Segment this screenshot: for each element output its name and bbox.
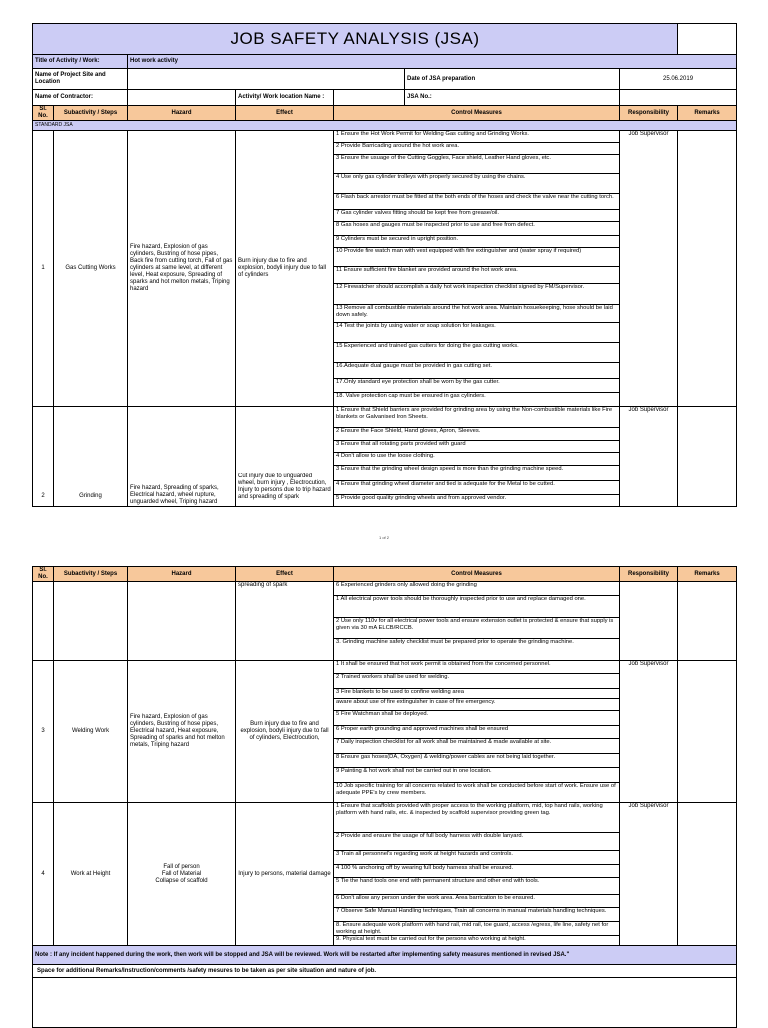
control-measure: 11 Ensure sufficient fire blanket are provided around the hot work area.: [334, 267, 620, 284]
step-name: Grinding: [54, 407, 128, 507]
jsa-table-page-1: [32, 23, 737, 507]
step-effect: Burn injury due to fire and explosion, bodyli injury due to fall of cylinders: [236, 131, 334, 407]
step-hazard-cont: [128, 582, 236, 661]
control-measure: 10 Provide fire watch man with vest equipped with fire extinguisher and (water spray if required): [334, 248, 620, 267]
step-responsibility: Job Supervisor: [620, 661, 678, 803]
control-measure: 5 Provide good quality grinding wheels and from approved vendor.: [334, 495, 620, 507]
control-measure: 6 Proper earth grounding and approved machines shall be ensured: [334, 726, 620, 739]
control-measure: 6 Experienced grinders only allowed doing the grinding: [334, 582, 620, 596]
control-measure: 9. Physical test must be carried out for the persons who working at height.: [334, 936, 620, 946]
col-effect: Effect: [236, 567, 334, 582]
control-measure: 3. Grinding machine safety checklist must be prepared prior to operate the grinding machine.: [334, 639, 620, 661]
activity-value: Hot work activity: [128, 55, 737, 69]
control-measure: 3 Ensure that all rotating parts provided with guard: [334, 441, 620, 453]
jsa-page-2: [32, 566, 736, 1028]
location-label: Activity/ Work location Name :: [238, 94, 325, 100]
control-measure: 4 100 % anchoring off by wearing full body harness shall be ensured.: [334, 865, 620, 878]
jsa-no-label: JSA No.:: [407, 94, 432, 100]
control-measure: 8 Gas hoses and gauges must be inspected prior to use and free from defect.: [334, 222, 620, 236]
jsa-table-page-2: [32, 566, 737, 1028]
control-measure: 7 Daily inspection checklist for all work shall be maintained & made available at site.: [334, 739, 620, 754]
control-measure: 2 Ensure the Face Shield, Hand gloves, Apron, Sleeves.: [334, 428, 620, 441]
control-measure: 1 Ensure the Hot Work Permit for Welding Gas cutting and Grinding Works.: [334, 131, 620, 143]
step-name: Gas Cutting Works: [54, 131, 128, 407]
step-remarks: [678, 131, 737, 407]
control-measure: 5 Fire Watchman shall be deployed.: [334, 711, 620, 726]
step-effect: Burn injury due to fire and explosion, bodyli injury due to fall of cylinders, Electrocution,: [236, 661, 334, 803]
control-measure: 1 Ensure that Shield barriers are provided for grinding area by using the Non-combustible materials like Fire blankets or Galvanised Iron Sheets.: [334, 407, 620, 428]
control-measure: 17.Only standard eye protection shall be worn by the gas cutter.: [334, 379, 620, 393]
control-measure: 18. Valve protection cap must be ensured in gas cylinders.: [334, 393, 620, 407]
step-hazard: Fire hazard, Spreading of sparks, Electrical hazard, wheel rupture, unguarded wheel, Triping hazard: [128, 407, 236, 507]
standard-jsa-label: STANDARD JSA: [33, 121, 737, 131]
control-measure: 7 Observe Safe Manual Handling techniques, Train all concerns in manual materials handling techniques.: [334, 908, 620, 922]
step-remarks-cont: [678, 582, 737, 661]
col-subactivity: Subactivity / Steps: [54, 106, 128, 121]
step-hazard: Fire hazard, Explosion of gas cylinders, Bustring of hose pipes, Back fire from cutting torch, Fall of gas cylinders at same level, at different level, Heat exposure, Spreading of sparks and hot melton metals, Triping hazard: [128, 131, 236, 407]
step-sl: 1: [33, 131, 54, 407]
step-name: Work at Height: [54, 803, 128, 946]
date-label: Date of JSA preparation: [407, 76, 476, 82]
title-blank-cell: [678, 24, 737, 55]
date-value: 25.06.2019: [620, 69, 737, 90]
review-note: Note : If any incident happened during the work, then work will be stopped and JSA will be reviewed. Work will be restarted after implementing safety measures mentioned in revised JSA.": [33, 946, 737, 965]
control-measure: 5 Tie the hand tools one end with permanent structure and other end with tools.: [334, 878, 620, 895]
control-measure: 6 Flash back arrestor must be fitted at the both ends of the hoses and check the valve near the cutting torch.: [334, 194, 620, 210]
step-responsibility: Job Supervisor: [620, 131, 678, 407]
control-measure: 3 Train all personnel's regarding work at height hazards and controls.: [334, 851, 620, 865]
col-control: Control Measures: [334, 567, 620, 582]
col-remarks: Remarks: [678, 567, 737, 582]
control-measure: 2 Trained workers shall be used for welding.: [334, 674, 620, 689]
col-effect: Effect: [236, 106, 334, 121]
control-measure: 2 Provide Barricading around the hot work area.: [334, 143, 620, 155]
control-measure: 3 Ensure the usuage of the Cutting Goggles, Face shield, Leather Hand gloves, etc.: [334, 155, 620, 174]
control-measure: 15 Experienced and trained gas cutters for doing the gas cutting works.: [334, 343, 620, 363]
control-measure: 3 Ensure that the grinding wheel design speed is more than the grinding machine speed.: [334, 466, 620, 481]
step-responsibility: Job Supervisor: [620, 407, 678, 507]
step-responsibility-cont: [620, 582, 678, 661]
control-measure: 4 Use only gas cylinder trolleys with properly secured by using the chains.: [334, 174, 620, 194]
col-subactivity: Subactivity / Steps: [54, 567, 128, 582]
col-sl: Sl. No.: [33, 567, 54, 582]
control-measure: 3 Fire blankets to be used to confine welding area: [334, 689, 620, 699]
control-measure: 14 Test the joints by using water or soap solution for leakages.: [334, 323, 620, 343]
jsa-no-value: [620, 90, 737, 106]
step-effect: Injury to persons, material damage: [236, 803, 334, 946]
step-sl-cont: [33, 582, 54, 661]
control-measure: 4 Don't allow to use the loose clothing.: [334, 453, 620, 466]
step-hazard: Fall of person Fall of Material Collapse of scaffold: [128, 803, 236, 946]
page-number: 1 of 2: [378, 535, 389, 540]
step-effect: Cut injury due to unguarded wheel, burn injury , Electrocution, Injury to persons due to trip hazard and spreading of spark: [238, 473, 331, 500]
step-remarks: [678, 407, 737, 507]
step-effect-cont: spreading of spark: [236, 582, 334, 661]
activity-label: Title of Activity / Work:: [33, 55, 128, 69]
control-measure: 7 Gas cylinder valves fitting should be kept free from grease/oil.: [334, 210, 620, 222]
contractor-label: Name of Contractor:: [33, 90, 128, 106]
step-responsibility: Job Supervisor: [620, 803, 678, 946]
step-name-cont: [54, 582, 128, 661]
jsa-page-1: [32, 23, 736, 507]
control-measure: 8. Ensure adequate work platform with hand rail, mid rail, toe guard, access /egress, life line, safety net for working at height.: [334, 922, 620, 936]
control-measure: 13 Remove all combustible materials around the hot work area. Maintain hosuekeeping, hose should be laid down safely.: [334, 305, 620, 323]
control-measure: 1 Ensure that scaffolds provided with proper access to the working platform, mid, top hand rails, working platform with hand rails, etc. & inspected by scaffold supervisor providing green tag.: [334, 803, 620, 833]
space-note: Space for additional Remarks/Instruction/comments /safety mesures to be taken as per site situation and nature of job.: [33, 965, 737, 978]
col-remarks: Remarks: [678, 106, 737, 121]
step-sl: 4: [33, 803, 54, 946]
step-remarks: [678, 661, 737, 803]
control-measure: 2 Provide and ensure the usage of full body harness with double lanyard.: [334, 833, 620, 851]
page-title: JOB SAFETY ANALYSIS (JSA): [33, 24, 678, 55]
location-value: [334, 90, 405, 105]
control-measure: 16.Adequate dual gauge must be provided in gas cutting set.: [334, 363, 620, 379]
col-responsibility: Responsibility: [620, 106, 678, 121]
contractor-value: [128, 90, 236, 106]
step-sl: 2: [33, 407, 54, 507]
control-measure: 12 Firewatcher should accomplish a daily hot work inspection checklist signed by FM/Supervisor.: [334, 284, 620, 305]
col-sl: Sl. No.: [33, 106, 54, 121]
control-measure: 6 Don't allow any person under the work area. Area barrication to be ensured.: [334, 895, 620, 908]
project-value: [128, 69, 405, 89]
col-control: Control Measures: [334, 106, 620, 121]
control-measure: 9 Painting & hot work shall not be carried out in one location.: [334, 768, 620, 783]
col-hazard: Hazard: [128, 567, 236, 582]
col-hazard: Hazard: [128, 106, 236, 121]
step-hazard: Fire hazard, Explosion of gas cylinders, Bustring of hose pipes, Electrical hazard, Heat exposure, Spreading of sparks and hot melton metals, Triping hazard: [128, 661, 236, 803]
control-measure: 9 Cylinders must be secured in upright position.: [334, 236, 620, 248]
remarks-space: [33, 978, 737, 1028]
step-remarks: [678, 803, 737, 946]
step-name: Welding Work: [54, 661, 128, 803]
step-sl: 3: [33, 661, 54, 803]
control-measure: 1 It shall be ensured that hot work permit is obtained from the concerned personnel.: [334, 661, 620, 674]
control-measure: 4 Ensure that grinding wheel diameter and tied is adequate for the Metal to be cutted.: [334, 481, 620, 495]
control-measure: 8 Ensure gas hoses(DA, Oxygen) & welding/power cables are not being laid together.: [334, 754, 620, 768]
control-measure: 1 All electrical power tools should be thoroughly inspected prior to use and replace damaged one.: [334, 596, 620, 618]
project-label: Name of Project Site and Location: [33, 69, 128, 90]
control-measure: aware about use of fire extinguisher in case of fire emergency.: [334, 699, 620, 711]
col-responsibility: Responsibility: [620, 567, 678, 582]
control-measure: 10 Job specific training for all concerns related to work shall be conducted before start of work. Ensure use of adequate PPE's by crew members.: [334, 783, 620, 803]
control-measure: 2 Use only 110v for all electrical power tools and ensure extension outlet is protected & ensure that supply is given via 30 mA ELCB/RCCB.: [334, 618, 620, 639]
